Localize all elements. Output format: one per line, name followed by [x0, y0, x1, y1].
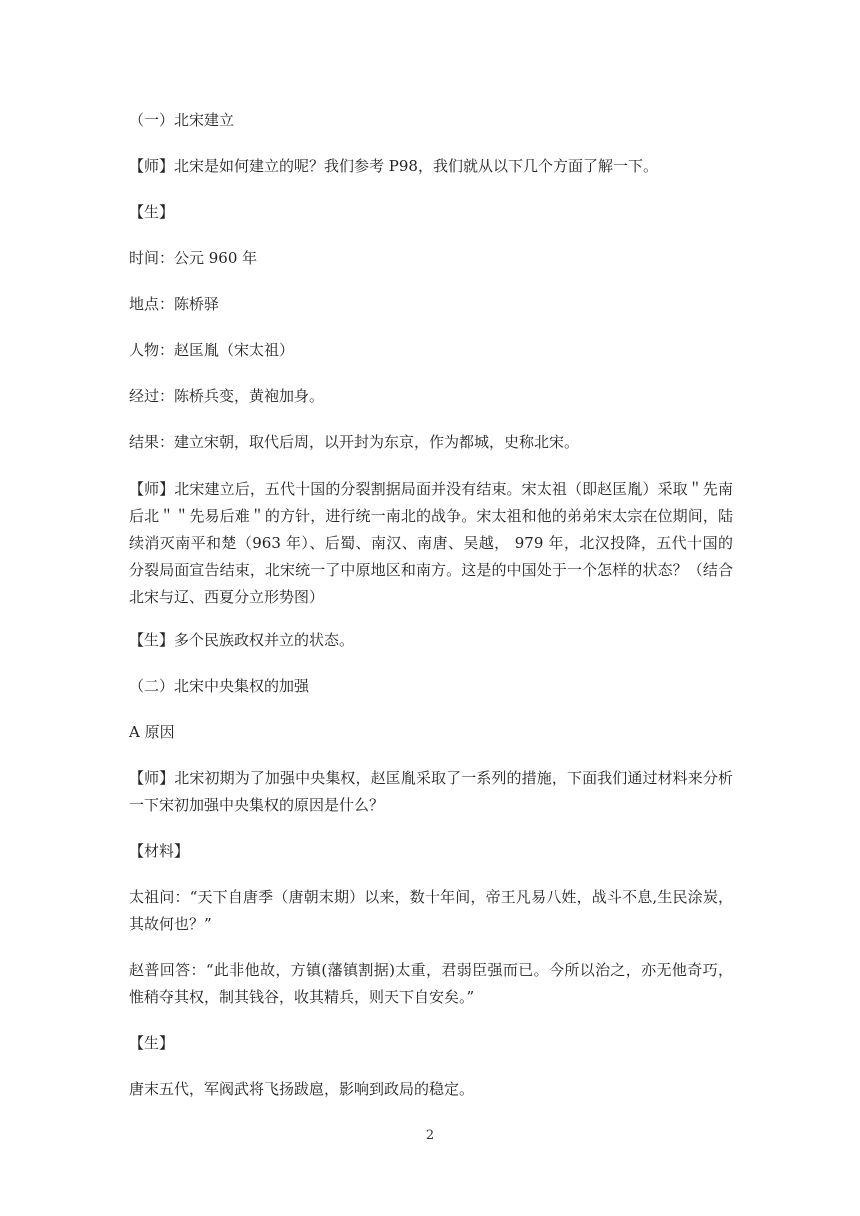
teacher-paragraph: 【师】北宋建立后，五代十国的分裂割据局面并没有结束。宋太祖（即赵匡胤）采取＂先南后北＂＂先易后难＂的方针，进行统一南北的战争。宋太祖和他的弟弟宋太宗在位期间，陆续消灭南平和楚（963 年）、后蜀、南汉、南唐、吴越， 979 年，北汉投降，五代十国的分裂局面宣告结束，北宋统一了中原地区和南方。这是的中国处于一个怎样的状态？（结合北宋与辽、西夏分立形势图） [129, 480, 733, 606]
student-answer: 唐末五代，军阀武将飞扬跋扈，影响到政局的稳定。 [129, 1080, 475, 1098]
process-line: 经过：陈桥兵变，黄袍加身。 [129, 387, 325, 405]
person-line: 人物：赵匡胤（宋太祖） [129, 341, 295, 359]
subsection-heading: A 原因 [129, 723, 175, 741]
time-line: 时间：公元 960 年 [129, 249, 258, 267]
page-number: 2 [425, 1128, 435, 1143]
result-line: 结果：建立宋朝，取代后周，以开封为东京，作为都城，史称北宋。 [129, 433, 580, 451]
material-quote-2: 赵普回答：“此非他故，方镇(藩镇割据)太重，君弱臣强而已。今所以治之，亦无他奇巧，惟稍夺其权，制其钱谷，收其精兵，则天下自安矣。” [129, 961, 733, 1006]
material-quote-1: 太祖问：“天下自唐季（唐朝末期）以来，数十年间，帝王凡易八姓，战斗不息,生民涂炭，其故何也？” [129, 888, 733, 933]
student-label: 【生】 [129, 1034, 175, 1052]
place-line: 地点：陈桥驿 [129, 295, 220, 313]
section-heading-2: （二）北宋中央集权的加强 [129, 677, 310, 695]
material-label: 【材料】 [129, 842, 190, 860]
student-label: 【生】 [129, 203, 175, 221]
teacher-paragraph: 【师】北宋是如何建立的呢？我们参考 P98，我们就从以下几个方面了解一下。 [129, 157, 658, 175]
student-answer: 【生】多个民族政权并立的状态。 [129, 631, 355, 649]
teacher-paragraph: 【师】北宋初期为了加强中央集权，赵匡胤采取了一系列的措施，下面我们通过材料来分析一下宋初加强中央集权的原因是什么？ [129, 769, 733, 814]
section-heading-1: （一）北宋建立 [129, 111, 235, 129]
